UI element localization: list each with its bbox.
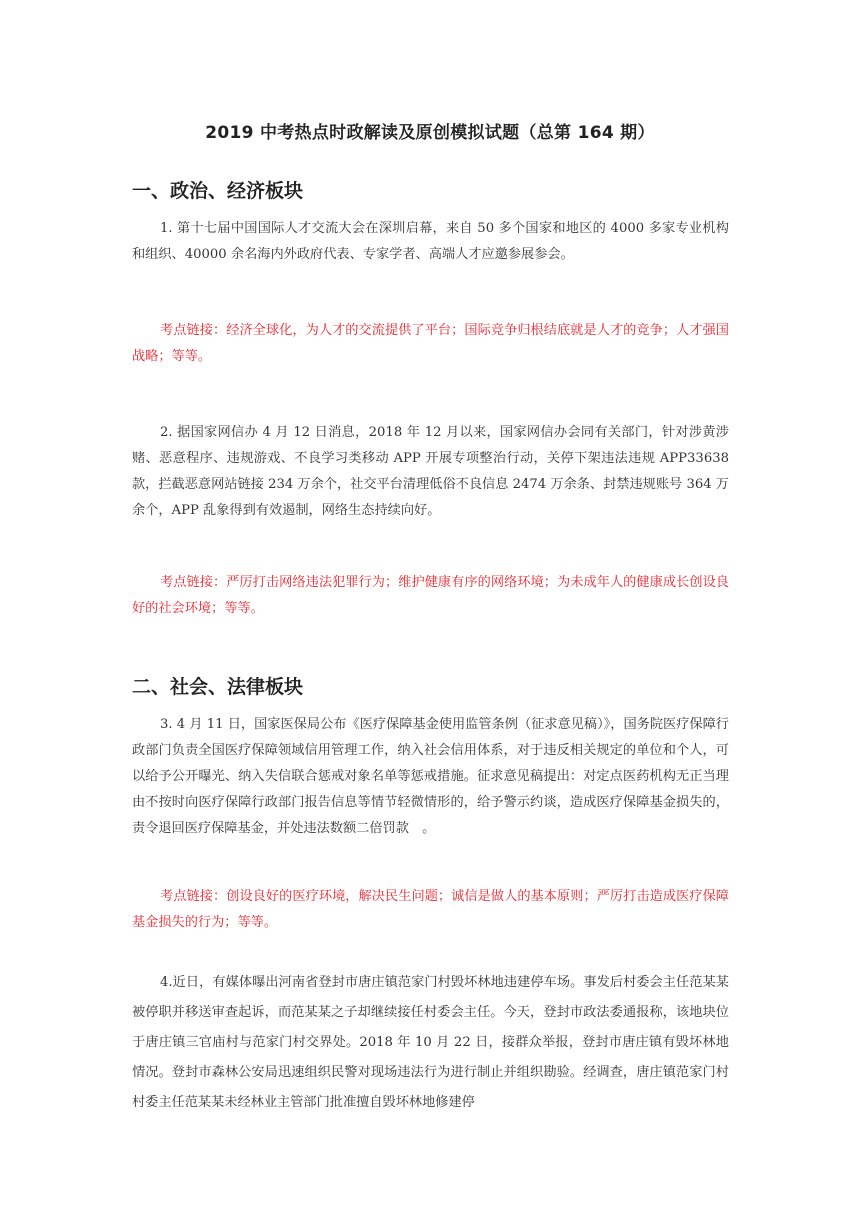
news-item-4-text: 4.近日，有媒体曝出河南省登封市唐庄镇范家门村毁坏林地违建停车场。事发后村委会主任范某某被停职并移送审查起诉，而范某某之子却继续接任村委会主任。今天，登封市政法委通报称，该地块位于唐庄镇三官庙村与范家门村交界处。2018 年 10 月 22 日，接群众举报，登封市唐庄镇有毁坏林地情况。登封市森林公安局迅速组织民警对现场违法行为进行制止并组织勘验。经调查，唐庄镇范家门村村委主任范某某未经林业主管部门批准擅自毁坏林地修建停 [132,975,729,1110]
exam-link-2 [132,570,729,622]
news-item-4 [132,968,729,1118]
news-item-2 [132,420,729,524]
exam-link-3 [132,884,729,936]
section-heading-politics-economy: 一、政治、经济板块 [132,180,304,202]
exam-link-1-text: 考点链接：经济全球化，为人才的交流提供了平台；国际竞争归根结底就是人才的竞争；人才强国战略；等等。 [132,323,729,364]
document-title: 2019 中考热点时政解读及原创模拟试题（总第 164 期） [205,123,655,143]
news-item-3-text: 3. 4 月 11 日，国家医保局公布《医疗保障基金使用监管条例（征求意见稿）》，国务院医疗保障行政部门负责全国医疗保障领域信用管理工作，纳入社会信用体系，对于违反相关规定的单位和个人，可以给予公开曝光、纳入失信联合惩戒对象名单等惩戒措施。征求意见稿提出：对定点医药机构无正当理由不按时向医疗保障行政部门报告信息等情节轻微情形的，给予警示约谈，造成医疗保障基金损失的，责令退回医疗保障基金，并处违法数额二倍罚款 。 [132,717,729,836]
news-item-1-text: 1. 第十七届中国国际人才交流大会在深圳启幕，来自 50 多个国家和地区的 4000 多家专业机构和组织、40000 余名海内外政府代表、专家学者、高端人才应邀参展参会。 [132,221,729,262]
news-item-1 [132,216,729,268]
news-item-3 [132,712,729,842]
news-item-2-text: 2. 据国家网信办 4 月 12 日消息，2018 年 12 月以来，国家网信办会同有关部门，针对涉黄涉赌、恶意程序、违规游戏、不良学习类移动 APP 开展专项整治行动，关停下架违法违规 APP33638 款，拦截恶意网站链接 234 万余个，社交平台清理低俗不良信息 2474 万余条、封禁违规账号 364 万余个，APP 乱象得到有效遏制，网络生态持续向好。 [132,425,729,518]
exam-link-3-text: 考点链接：创设良好的医疗环境，解决民生问题；诚信是做人的基本原则；严厉打击造成医疗保障基金损失的行为；等等。 [132,889,729,930]
exam-link-1 [132,318,729,370]
exam-link-2-text: 考点链接：严厉打击网络违法犯罪行为；维护健康有序的网络环境；为未成年人的健康成长创设良好的社会环境；等等。 [132,575,729,616]
section-heading-society-law: 二、社会、法律板块 [132,676,304,698]
